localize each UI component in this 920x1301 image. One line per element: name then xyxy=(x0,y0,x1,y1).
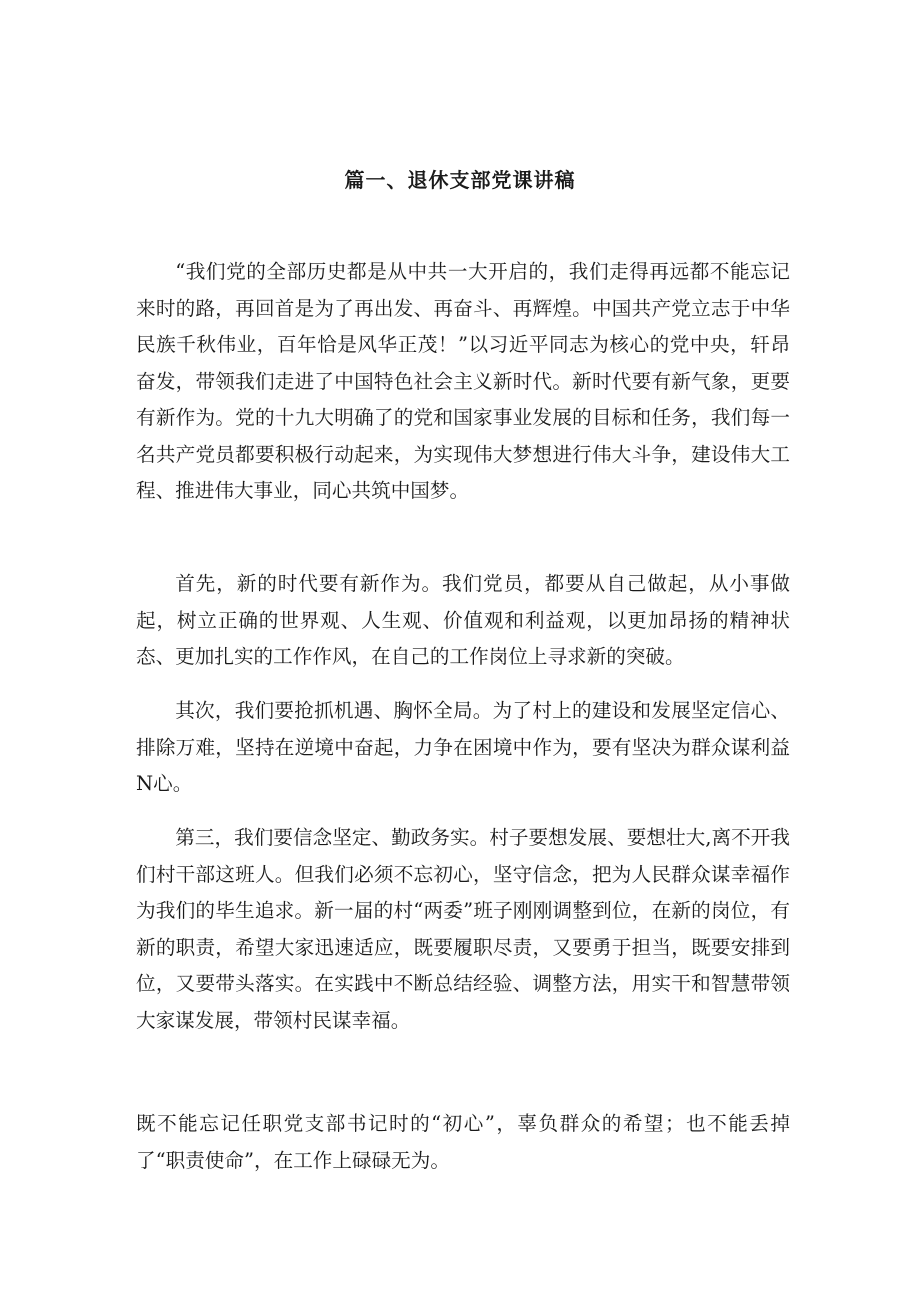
paragraph-block-4 xyxy=(136,820,790,1039)
paragraph-block-2 xyxy=(136,566,790,676)
paragraph-block-1 xyxy=(136,254,790,510)
paragraph-block-3 xyxy=(136,693,790,803)
paragraph-block-5 xyxy=(136,1106,790,1179)
paragraph-2: 首先，新的时代要有新作为。我们党员，都要从自己做起，从小事做起，树立正确的世界观、人生观、价值观和利益观，以更加昂扬的精神状态、更加扎实的工作作风，在自己的工作岗位上寻求新的突破。 xyxy=(136,572,790,668)
paragraph-1: “我们党的全部历史都是从中共一大开启的，我们走得再远都不能忘记来时的路，再回首是为了再出发、再奋斗、再辉煌。中国共产党立志于中华民族千秋伟业，百年恰是风华正茂！”以习近平同志为核心的党中央，轩昂奋发，带领我们走进了中国特色社会主义新时代。新时代要有新气象，更要有新作为。党的十九大明确了的党和国家事业发展的目标和任务，我们每一名共产党员都要积极行动起来，为实现伟大梦想进行伟大斗争，建设伟大工程、推进伟大事业，同心共筑中国梦。 xyxy=(136,260,790,502)
paragraph-3: 其次，我们要抢抓机遇、胸怀全局。为了村上的建设和发展坚定信心、排除万难，坚持在逆境中奋起，力争在困境中作为，要有坚决为群众谋利益N心。 xyxy=(136,699,790,795)
paragraph-4: 第三，我们要信念坚定、勤政务实。村子要想发展、要想壮大,离不开我们村干部这班人。但我们必须不忘初心，坚守信念，把为人民群众谋幸福作为我们的毕生追求。新一届的村“两委”班子刚刚调整到位，在新的岗位，有新的职责，希望大家迅速适应，既要履职尽责，又要勇于担当，既要安排到位，又要带头落实。在实践中不断总结经验、调整方法，用实干和智慧带领大家谋发展，带领村民谋幸福。 xyxy=(136,826,790,1032)
paragraph-5: 既不能忘记任职党支部书记时的“初心”，辜负群众的希望；也不能丢掉了“职责使命”，在工作上碌碌无为。 xyxy=(136,1112,790,1172)
document-title: 篇一、退休支部党课讲稿 xyxy=(344,168,576,192)
